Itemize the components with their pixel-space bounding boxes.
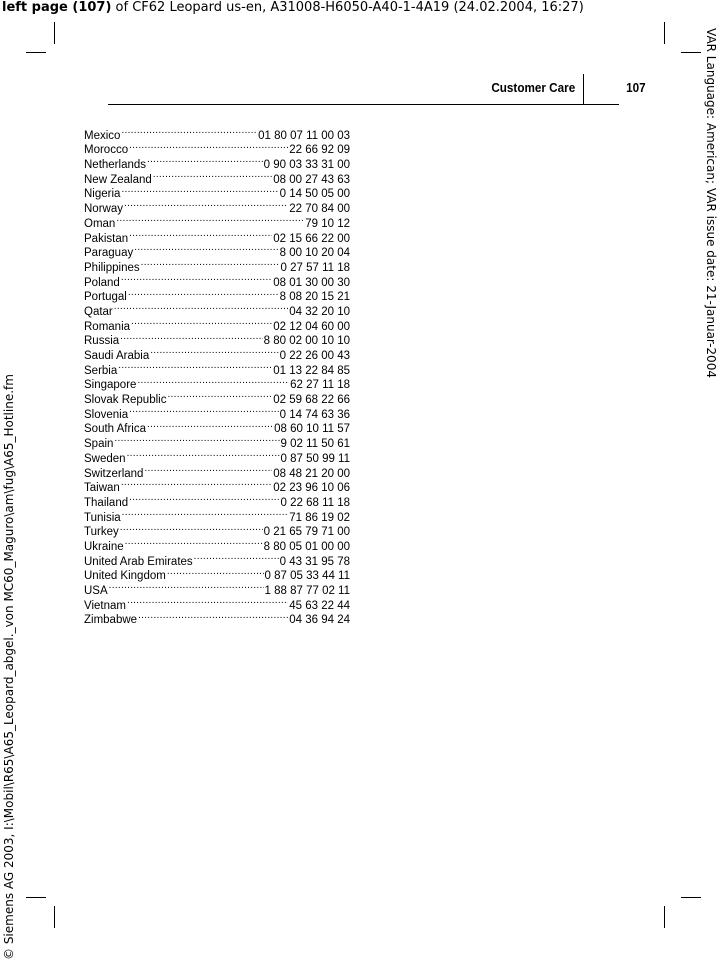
phone-number: 0 22 26 00 43 xyxy=(279,350,350,362)
country-name: Philippines xyxy=(84,261,140,274)
crop-mark xyxy=(54,22,55,44)
dot-leader xyxy=(128,286,279,301)
phone-number: 0 43 31 95 78 xyxy=(279,555,350,568)
country-name: USA xyxy=(84,585,108,597)
dot-leader xyxy=(109,579,264,594)
phone-number: 0 14 74 63 36 xyxy=(279,408,350,421)
country-name: Taiwan xyxy=(84,482,120,495)
phone-number: 45 63 22 44 xyxy=(289,599,350,612)
country-name: South Africa xyxy=(84,423,147,436)
dot-leader xyxy=(120,330,263,345)
phone-number: 62 27 11 18 xyxy=(290,379,350,392)
phone-number: 8 80 02 00 10 10 xyxy=(263,335,350,348)
dot-leader xyxy=(138,609,288,624)
crop-mark xyxy=(54,906,55,928)
print-metadata-line xyxy=(2,0,584,15)
phone-number: 8 80 05 01 00 00 xyxy=(263,540,350,553)
dot-leader xyxy=(129,227,272,242)
phone-number: 0 90 03 33 31 00 xyxy=(263,159,350,172)
country-name: Poland xyxy=(84,276,120,289)
country-name: Saudi Arabia xyxy=(84,350,150,362)
crop-mark xyxy=(26,52,46,53)
country-name: New Zealand xyxy=(84,173,152,186)
phone-number: 01 80 07 11 00 03 xyxy=(258,129,350,142)
country-name: Ukraine xyxy=(84,540,124,553)
dot-leader xyxy=(144,462,272,477)
country-name: Zimbabwe xyxy=(84,614,138,627)
phone-number: 08 48 21 20 00 xyxy=(273,467,350,480)
country-name: Russia xyxy=(84,335,120,348)
crop-mark xyxy=(681,52,701,53)
dot-leader xyxy=(124,197,288,212)
dot-leader xyxy=(121,183,278,198)
dot-leader xyxy=(120,521,263,536)
phone-number: 0 87 05 33 44 11 xyxy=(264,570,350,583)
dot-leader xyxy=(134,242,278,257)
country-name: Mexico xyxy=(84,129,121,142)
country-name: Sweden xyxy=(84,452,126,465)
country-name: Spain xyxy=(84,438,114,451)
country-name: Tunisia xyxy=(84,511,121,524)
dot-leader xyxy=(129,139,288,154)
dot-leader xyxy=(129,491,279,506)
country-name: Paraguay xyxy=(84,247,134,260)
crop-mark xyxy=(664,22,665,44)
phone-number: 04 32 20 10 xyxy=(289,305,350,318)
phone-number: 22 70 84 00 xyxy=(289,203,350,216)
country-name: Slovak Republic xyxy=(84,394,167,407)
country-name: Oman xyxy=(84,217,116,230)
country-name: Turkey xyxy=(84,526,119,539)
crop-mark xyxy=(681,897,701,898)
country-name: United Arab Emirates xyxy=(84,555,193,568)
phone-number: 1 88 87 77 02 11 xyxy=(264,585,350,597)
phone-number: 08 60 10 11 57 xyxy=(274,423,350,436)
crop-mark xyxy=(26,897,46,898)
country-name: Thailand xyxy=(84,496,129,509)
phone-number: 0 22 68 11 18 xyxy=(280,496,350,509)
phone-number: 79 10 12 xyxy=(305,217,350,230)
page-number: 107 xyxy=(626,80,646,95)
phone-number: 0 27 57 11 18 xyxy=(280,261,350,274)
country-name: Norway xyxy=(84,203,123,216)
phone-number: 02 15 66 22 00 xyxy=(273,232,350,245)
phone-number: 0 87 50 99 11 xyxy=(280,452,350,465)
dot-leader xyxy=(167,565,264,580)
print-page-label: left page (107) xyxy=(2,0,112,15)
dot-leader xyxy=(150,344,278,359)
country-name: Slovenia xyxy=(84,408,129,421)
dot-leader xyxy=(121,124,257,139)
header-rule xyxy=(108,104,619,105)
header-divider xyxy=(583,74,584,104)
dot-leader xyxy=(121,477,272,492)
print-metadata-text: of CF62 Leopard us-en, A31008-H6050-A40-1-4A19 (24.02.2004, 16:27) xyxy=(111,0,584,15)
country-name: Romania xyxy=(84,320,131,333)
dot-leader xyxy=(147,153,263,168)
phone-number: 22 66 92 09 xyxy=(289,144,350,157)
variant-language-note: VAR Language: American; VAR issue date: 21-Januar-2004 xyxy=(704,28,718,378)
dot-leader xyxy=(127,594,288,609)
dot-leader xyxy=(137,374,289,389)
copyright-file-path: © Siemens AG 2003, I:\Mobil\R65\A65_Leopard_abgel._von MC60_Maguro\am\fug\A65_Hotline.fm xyxy=(2,374,16,960)
dot-leader xyxy=(194,550,279,565)
country-name: United Kingdom xyxy=(84,570,166,583)
hotline-entry xyxy=(84,124,350,142)
dot-leader xyxy=(167,388,272,403)
dot-leader xyxy=(147,418,273,433)
country-name: Serbia xyxy=(84,364,118,377)
phone-number: 08 01 30 00 30 xyxy=(273,276,350,289)
dot-leader xyxy=(118,359,272,374)
country-name: Vietnam xyxy=(84,599,126,612)
phone-number: 9 02 11 50 61 xyxy=(280,438,350,451)
phone-number: 02 59 68 22 66 xyxy=(273,394,350,407)
dot-leader xyxy=(129,403,279,418)
phone-number: 02 12 04 60 00 xyxy=(273,320,350,333)
phone-number: 8 00 10 20 04 xyxy=(279,247,350,260)
dot-leader xyxy=(141,256,280,271)
phone-number: 04 36 94 24 xyxy=(289,614,350,627)
country-name: Switzerland xyxy=(84,467,144,480)
phone-number: 0 14 50 05 00 xyxy=(279,188,350,201)
country-name: Singapore xyxy=(84,379,137,392)
phone-number: 02 23 96 10 06 xyxy=(273,482,350,495)
hotline-list xyxy=(84,124,350,627)
country-name: Netherlands xyxy=(84,159,147,172)
dot-leader xyxy=(153,168,272,183)
phone-number: 08 00 27 43 63 xyxy=(273,173,350,186)
country-name: Morocco xyxy=(84,144,129,157)
dot-leader xyxy=(121,271,272,286)
dot-leader xyxy=(131,315,272,330)
phone-number: 0 21 65 79 71 00 xyxy=(263,526,350,539)
country-name: Qatar xyxy=(84,305,113,318)
dot-leader xyxy=(127,447,280,462)
dot-leader xyxy=(116,212,304,227)
dot-leader xyxy=(114,300,288,315)
phone-number: 8 08 20 15 21 xyxy=(279,291,350,304)
phone-number: 71 86 19 02 xyxy=(289,511,350,524)
crop-mark xyxy=(664,906,665,928)
phone-number: 01 13 22 84 85 xyxy=(273,364,350,377)
country-name: Nigeria xyxy=(84,188,121,201)
dot-leader xyxy=(122,506,289,521)
dot-leader xyxy=(125,535,263,550)
dot-leader xyxy=(114,432,279,447)
country-name: Portugal xyxy=(84,291,127,304)
section-title: Customer Care xyxy=(491,80,575,95)
country-name: Pakistan xyxy=(84,232,129,245)
